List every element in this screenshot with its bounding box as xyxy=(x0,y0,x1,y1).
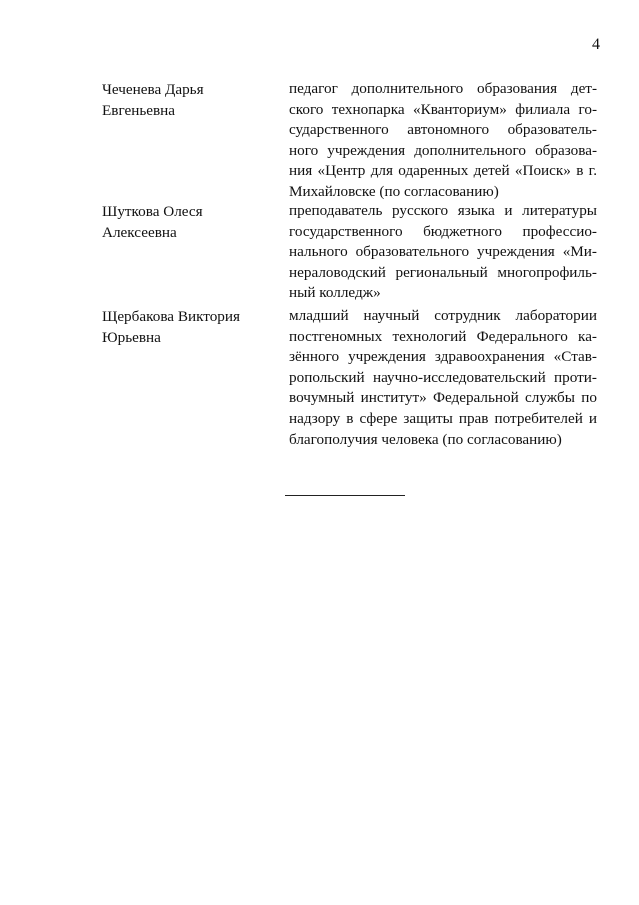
description-line: младший научный сотрудник лаборатории xyxy=(289,307,597,324)
description-line: Михайловске (по согласованию) xyxy=(289,182,499,200)
description-line: зённого учреждения здравоохранения «Став- xyxy=(289,348,597,366)
description-line: ния «Центр для одаренных детей «Поиск» в г. xyxy=(289,162,597,180)
person-name xyxy=(102,306,272,348)
position-description xyxy=(289,201,597,304)
description-line: ропольский научно-исследовательский проти- xyxy=(289,368,597,386)
description-line: надзору в сфере защиты прав потребителей и xyxy=(289,409,597,427)
person-name-line: Шуткова Олеся xyxy=(102,203,203,220)
description-line: вочумный институт» Федеральной службы по xyxy=(289,389,597,407)
description-line: нераловодский региональный многопрофиль- xyxy=(289,263,597,281)
description-line: благополучия человека (по согласованию) xyxy=(289,430,562,448)
closing-divider xyxy=(285,495,405,496)
description-line: ного учреждения дополнительного образова- xyxy=(289,141,597,159)
description-line: государственного бюджетного профессио- xyxy=(289,222,597,240)
description-line: преподаватель русского языка и литературы xyxy=(289,202,597,219)
description-line: ный колледж» xyxy=(289,284,381,302)
description-line: педагог дополнительного образования дет- xyxy=(289,80,597,97)
person-name-line: Щербакова Виктория xyxy=(102,308,241,325)
person-name xyxy=(102,79,272,121)
person-name-line: Юрьевна xyxy=(102,329,161,346)
description-line: нального образовательного учреждения «Ми- xyxy=(289,243,597,261)
description-line: сударственного автономного образователь- xyxy=(289,121,597,139)
person-name-line: Евгеньевна xyxy=(102,102,176,119)
person-name-line: Чеченева Дарья xyxy=(102,81,204,98)
description-line: ского технопарка «Кванториум» филиала го- xyxy=(289,100,597,118)
description-line: постгеномных технологий Федерального ка- xyxy=(289,327,597,345)
position-description xyxy=(289,79,597,203)
person-name xyxy=(102,201,272,243)
person-name-line: Алексеевна xyxy=(102,224,177,241)
position-description xyxy=(289,306,597,450)
page-number: 4 xyxy=(592,36,600,53)
